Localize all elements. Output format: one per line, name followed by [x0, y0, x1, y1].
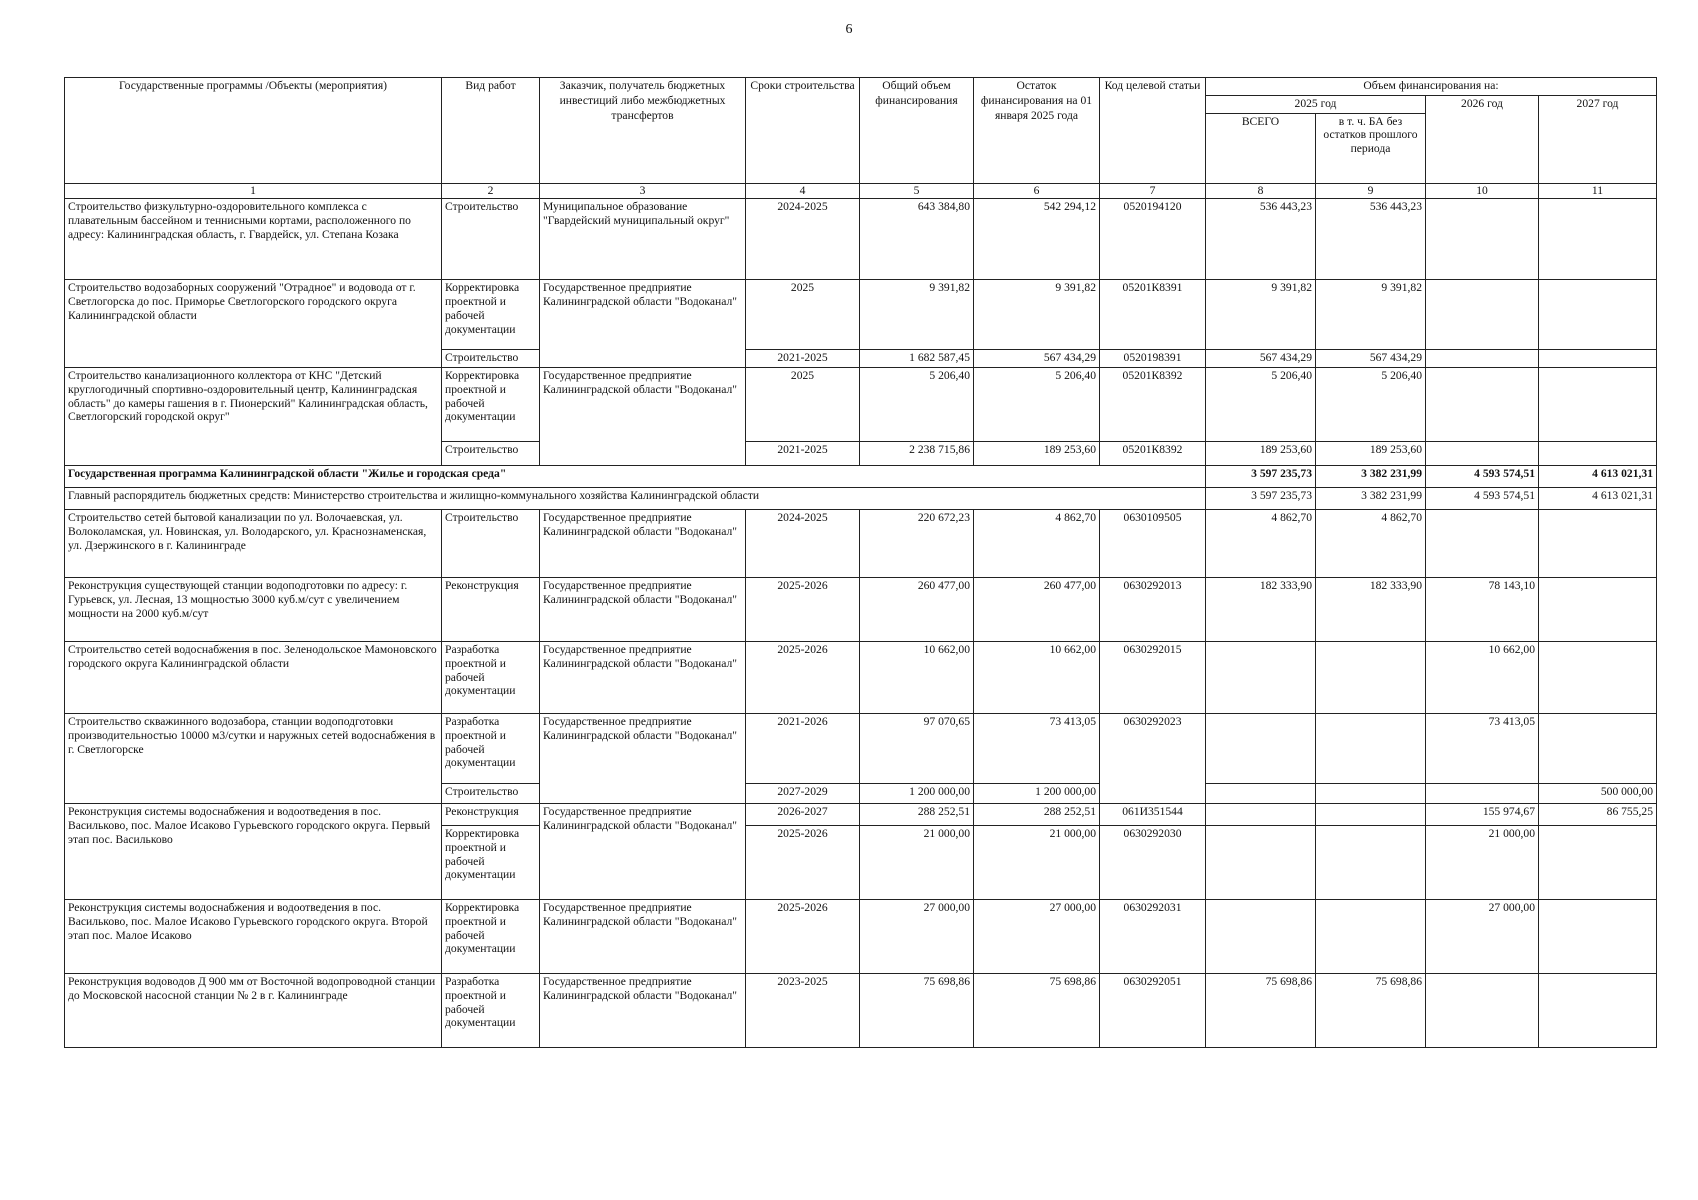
amount-2025: 189 253,60 — [1206, 442, 1316, 466]
amount-2025: 3 597 235,73 — [1206, 488, 1316, 510]
remaining-amount: 542 294,12 — [974, 199, 1100, 280]
amount-2025-ba: 9 391,82 — [1316, 280, 1426, 350]
work-type: Строительство — [442, 199, 540, 280]
customer: Государственное предприятие Калининградской области "Водоканал" — [540, 280, 746, 368]
amount-2025: 536 443,23 — [1206, 199, 1316, 280]
table-row — [65, 510, 1657, 578]
header-target-code: Код целевой статьи — [1100, 78, 1206, 184]
construction-term: 2025 — [746, 368, 860, 442]
object-name: Строительство водозаборных сооружений "Отрадное" и водовода от г. Светлогорска до пос. Приморье Светлогорского городского округа Калининградской области — [65, 280, 442, 368]
amount-2025 — [1206, 642, 1316, 714]
construction-term: 2021-2025 — [746, 442, 860, 466]
amount-2027 — [1539, 578, 1657, 642]
amount-2026 — [1426, 510, 1539, 578]
amount-2025-ba: 189 253,60 — [1316, 442, 1426, 466]
amount-2025: 3 597 235,73 — [1206, 466, 1316, 488]
construction-term: 2021-2025 — [746, 350, 860, 368]
total-volume: 1 200 000,00 — [860, 784, 974, 804]
remaining-amount: 21 000,00 — [974, 826, 1100, 900]
target-code: 061И351544 — [1100, 804, 1206, 826]
amount-2025 — [1206, 714, 1316, 784]
amount-2026 — [1426, 784, 1539, 804]
amount-2025-ba: 182 333,90 — [1316, 578, 1426, 642]
target-code: 05201К8391 — [1100, 280, 1206, 350]
object-name: Строительство сетей бытовой канализации по ул. Волочаевская, ул. Волоколамская, ул. Новинская, ул. Володарского, ул. Краснознаменская, ул. Дзержинского в г. Калининграде — [65, 510, 442, 578]
amount-2025-ba — [1316, 784, 1426, 804]
customer: Государственное предприятие Калининградской области "Водоканал" — [540, 578, 746, 642]
amount-2027: 4 613 021,31 — [1539, 466, 1657, 488]
remaining-amount: 27 000,00 — [974, 900, 1100, 974]
total-volume: 2 238 715,86 — [860, 442, 974, 466]
amount-2027 — [1539, 280, 1657, 350]
work-type: Разработка проектной и рабочей документации — [442, 714, 540, 784]
amount-2025-ba: 536 443,23 — [1316, 199, 1426, 280]
table-row — [65, 280, 1657, 350]
target-code: 0630292051 — [1100, 974, 1206, 1048]
amount-2025: 4 862,70 — [1206, 510, 1316, 578]
amount-2025 — [1206, 900, 1316, 974]
remaining-amount: 5 206,40 — [974, 368, 1100, 442]
amount-2025: 567 434,29 — [1206, 350, 1316, 368]
total-volume: 288 252,51 — [860, 804, 974, 826]
target-code: 0520194120 — [1100, 199, 1206, 280]
work-type: Корректировка проектной и рабочей документации — [442, 280, 540, 350]
customer: Государственное предприятие Калининградской области "Водоканал" — [540, 714, 746, 804]
work-type: Строительство — [442, 784, 540, 804]
object-name: Строительство сетей водоснабжения в пос. Зеленодольское Мамоновского городского округа Калининградской области — [65, 642, 442, 714]
amount-2026 — [1426, 350, 1539, 368]
amount-2025-ba: 3 382 231,99 — [1316, 488, 1426, 510]
total-volume: 5 206,40 — [860, 368, 974, 442]
customer: Государственное предприятие Калининградской области "Водоканал" — [540, 974, 746, 1048]
work-type: Строительство — [442, 350, 540, 368]
table-row — [65, 578, 1657, 642]
construction-term: 2021-2026 — [746, 714, 860, 784]
remaining-amount: 567 434,29 — [974, 350, 1100, 368]
column-number: 5 — [860, 183, 974, 199]
amount-2027 — [1539, 368, 1657, 442]
table-row — [65, 714, 1657, 784]
amount-2026 — [1426, 199, 1539, 280]
amount-2025 — [1206, 804, 1316, 826]
customer: Государственное предприятие Калининградской области "Водоканал" — [540, 368, 746, 466]
table-row — [65, 900, 1657, 974]
remaining-amount: 73 413,05 — [974, 714, 1100, 784]
total-volume: 9 391,82 — [860, 280, 974, 350]
header-remaining: Остаток финансирования на 01 января 2025 года — [974, 78, 1100, 184]
object-name: Строительство скважинного водозабора, станции водоподготовки производительностью 10000 м3/сутки и наружных сетей водоснабжения в г. Светлогорске — [65, 714, 442, 804]
header-year-2026: 2026 год — [1426, 95, 1539, 183]
program-title: Государственная программа Калининградской области "Жилье и городская среда" — [65, 466, 1206, 488]
remaining-amount: 260 477,00 — [974, 578, 1100, 642]
customer: Муниципальное образование "Гвардейский муниципальный округ" — [540, 199, 746, 280]
budget-manager-title: Главный распорядитель бюджетных средств: Министерство строительства и жилищно-коммунального хозяйства Калининградской области — [65, 488, 1206, 510]
amount-2027 — [1539, 642, 1657, 714]
header-year-2027: 2027 год — [1539, 95, 1657, 183]
customer: Государственное предприятие Калининградской области "Водоканал" — [540, 900, 746, 974]
amount-2025-ba: 3 382 231,99 — [1316, 466, 1426, 488]
header-customer: Заказчик, получатель бюджетных инвестиций либо межбюджетных трансфертов — [540, 78, 746, 184]
target-code: 0630292031 — [1100, 900, 1206, 974]
amount-2026: 4 593 574,51 — [1426, 488, 1539, 510]
page-number: 6 — [845, 22, 853, 37]
amount-2025-ba: 567 434,29 — [1316, 350, 1426, 368]
construction-term: 2026-2027 — [746, 804, 860, 826]
header-funding: Объем финансирования на: — [1206, 78, 1657, 96]
total-volume: 220 672,23 — [860, 510, 974, 578]
work-type: Разработка проектной и рабочей документации — [442, 642, 540, 714]
remaining-amount: 189 253,60 — [974, 442, 1100, 466]
construction-term: 2025-2026 — [746, 578, 860, 642]
total-volume: 75 698,86 — [860, 974, 974, 1048]
table-row — [65, 199, 1657, 280]
remaining-amount: 9 391,82 — [974, 280, 1100, 350]
column-number: 4 — [746, 183, 860, 199]
customer: Государственное предприятие Калининградской области "Водоканал" — [540, 510, 746, 578]
remaining-amount: 1 200 000,00 — [974, 784, 1100, 804]
remaining-amount: 75 698,86 — [974, 974, 1100, 1048]
amount-2026 — [1426, 974, 1539, 1048]
remaining-amount: 10 662,00 — [974, 642, 1100, 714]
amount-2025 — [1206, 784, 1316, 804]
object-name: Реконструкция системы водоснабжения и водоотведения в пос. Васильково, пос. Малое Исаково Гурьевского городского округа. Второй этап пос. Малое Исаково — [65, 900, 442, 974]
header-total-volume: Общий объем финансирования — [860, 78, 974, 184]
target-code: 05201К8392 — [1100, 442, 1206, 466]
amount-2027 — [1539, 442, 1657, 466]
header-year-2025: 2025 год — [1206, 95, 1426, 113]
construction-term: 2025 — [746, 280, 860, 350]
amount-2027 — [1539, 350, 1657, 368]
total-volume: 1 682 587,45 — [860, 350, 974, 368]
amount-2025-ba — [1316, 714, 1426, 784]
column-number: 8 — [1206, 183, 1316, 199]
construction-term: 2024-2025 — [746, 199, 860, 280]
target-code: 0630292030 — [1100, 826, 1206, 900]
total-volume: 260 477,00 — [860, 578, 974, 642]
total-volume: 97 070,65 — [860, 714, 974, 784]
work-type: Реконструкция — [442, 578, 540, 642]
total-volume: 10 662,00 — [860, 642, 974, 714]
amount-2027: 86 755,25 — [1539, 804, 1657, 826]
construction-term: 2027-2029 — [746, 784, 860, 804]
amount-2026: 4 593 574,51 — [1426, 466, 1539, 488]
header-terms: Сроки строительства — [746, 78, 860, 184]
header-total: ВСЕГО — [1206, 113, 1316, 183]
target-code: 0630292023 — [1100, 714, 1206, 804]
work-type: Корректировка проектной и рабочей документации — [442, 900, 540, 974]
column-number: 9 — [1316, 183, 1426, 199]
amount-2025-ba: 4 862,70 — [1316, 510, 1426, 578]
column-number: 11 — [1539, 183, 1657, 199]
total-volume: 21 000,00 — [860, 826, 974, 900]
customer: Государственное предприятие Калининградской области "Водоканал" — [540, 804, 746, 900]
amount-2027 — [1539, 900, 1657, 974]
table-row — [65, 804, 1657, 826]
object-name: Строительство физкультурно-оздоровительного комплекса с плавательным бассейном и теннисными кортами, расположенного по адресу: Калининградская область, г. Гвардейск, ул. Степана Козака — [65, 199, 442, 280]
amount-2026: 10 662,00 — [1426, 642, 1539, 714]
table-row — [65, 642, 1657, 714]
amount-2026: 155 974,67 — [1426, 804, 1539, 826]
amount-2027 — [1539, 510, 1657, 578]
budget-manager-row — [65, 488, 1657, 510]
amount-2026: 78 143,10 — [1426, 578, 1539, 642]
object-name: Реконструкция существующей станции водоподготовки по адресу: г. Гурьевск, ул. Лесная, 13 мощностью 3000 куб.м/сут с увеличением мощности на 2000 куб.м/сут — [65, 578, 442, 642]
column-number: 10 — [1426, 183, 1539, 199]
work-type: Корректировка проектной и рабочей документации — [442, 368, 540, 442]
work-type: Строительство — [442, 510, 540, 578]
work-type: Строительство — [442, 442, 540, 466]
object-name: Реконструкция водоводов Д 900 мм от Восточной водопроводной станции до Московской насосной станции № 2 в г. Калининграде — [65, 974, 442, 1048]
total-volume: 27 000,00 — [860, 900, 974, 974]
amount-2025-ba — [1316, 642, 1426, 714]
target-code: 0630109505 — [1100, 510, 1206, 578]
amount-2025-ba — [1316, 900, 1426, 974]
table-row — [65, 368, 1657, 442]
amount-2025-ba — [1316, 804, 1426, 826]
construction-term: 2025-2026 — [746, 900, 860, 974]
amount-2025: 182 333,90 — [1206, 578, 1316, 642]
amount-2027 — [1539, 714, 1657, 784]
construction-term: 2025-2026 — [746, 642, 860, 714]
object-name: Строительство канализационного коллектора от КНС "Детский круглогодичный спортивно-оздоровительный центр, Калининградская область" до камеры гашения в г. Пионерский" Калининградская область, Светлогорский городской округ" — [65, 368, 442, 466]
work-type: Разработка проектной и рабочей документации — [442, 974, 540, 1048]
header-ba: в т. ч. БА без остатков прошлого периода — [1316, 113, 1426, 183]
remaining-amount: 4 862,70 — [974, 510, 1100, 578]
column-number: 6 — [974, 183, 1100, 199]
amount-2026: 21 000,00 — [1426, 826, 1539, 900]
amount-2026: 73 413,05 — [1426, 714, 1539, 784]
financing-table — [64, 77, 1657, 1048]
amount-2025-ba: 5 206,40 — [1316, 368, 1426, 442]
column-number: 1 — [65, 183, 442, 199]
amount-2026 — [1426, 368, 1539, 442]
amount-2025-ba: 75 698,86 — [1316, 974, 1426, 1048]
target-code: 0630292013 — [1100, 578, 1206, 642]
construction-term: 2024-2025 — [746, 510, 860, 578]
amount-2027: 500 000,00 — [1539, 784, 1657, 804]
amount-2025: 5 206,40 — [1206, 368, 1316, 442]
target-code: 0630292015 — [1100, 642, 1206, 714]
remaining-amount: 288 252,51 — [974, 804, 1100, 826]
amount-2027 — [1539, 974, 1657, 1048]
amount-2027: 4 613 021,31 — [1539, 488, 1657, 510]
construction-term: 2023-2025 — [746, 974, 860, 1048]
amount-2025 — [1206, 826, 1316, 900]
amount-2025-ba — [1316, 826, 1426, 900]
column-number: 3 — [540, 183, 746, 199]
program-row — [65, 466, 1657, 488]
target-code: 05201К8392 — [1100, 368, 1206, 442]
header-work-type: Вид работ — [442, 78, 540, 184]
column-number: 2 — [442, 183, 540, 199]
amount-2025: 9 391,82 — [1206, 280, 1316, 350]
total-volume: 643 384,80 — [860, 199, 974, 280]
amount-2026: 27 000,00 — [1426, 900, 1539, 974]
amount-2027 — [1539, 826, 1657, 900]
amount-2027 — [1539, 199, 1657, 280]
amount-2025: 75 698,86 — [1206, 974, 1316, 1048]
object-name: Реконструкция системы водоснабжения и водоотведения в пос. Васильково, пос. Малое Исаково Гурьевского городского округа. Первый этап пос. Васильково — [65, 804, 442, 900]
customer: Государственное предприятие Калининградской области "Водоканал" — [540, 642, 746, 714]
table-header — [65, 78, 1657, 199]
work-type: Реконструкция — [442, 804, 540, 826]
header-programs: Государственные программы /Объекты (мероприятия) — [65, 78, 442, 184]
construction-term: 2025-2026 — [746, 826, 860, 900]
column-number: 7 — [1100, 183, 1206, 199]
amount-2026 — [1426, 442, 1539, 466]
table-row — [65, 974, 1657, 1048]
amount-2026 — [1426, 280, 1539, 350]
target-code: 0520198391 — [1100, 350, 1206, 368]
work-type: Корректировка проектной и рабочей документации — [442, 826, 540, 900]
